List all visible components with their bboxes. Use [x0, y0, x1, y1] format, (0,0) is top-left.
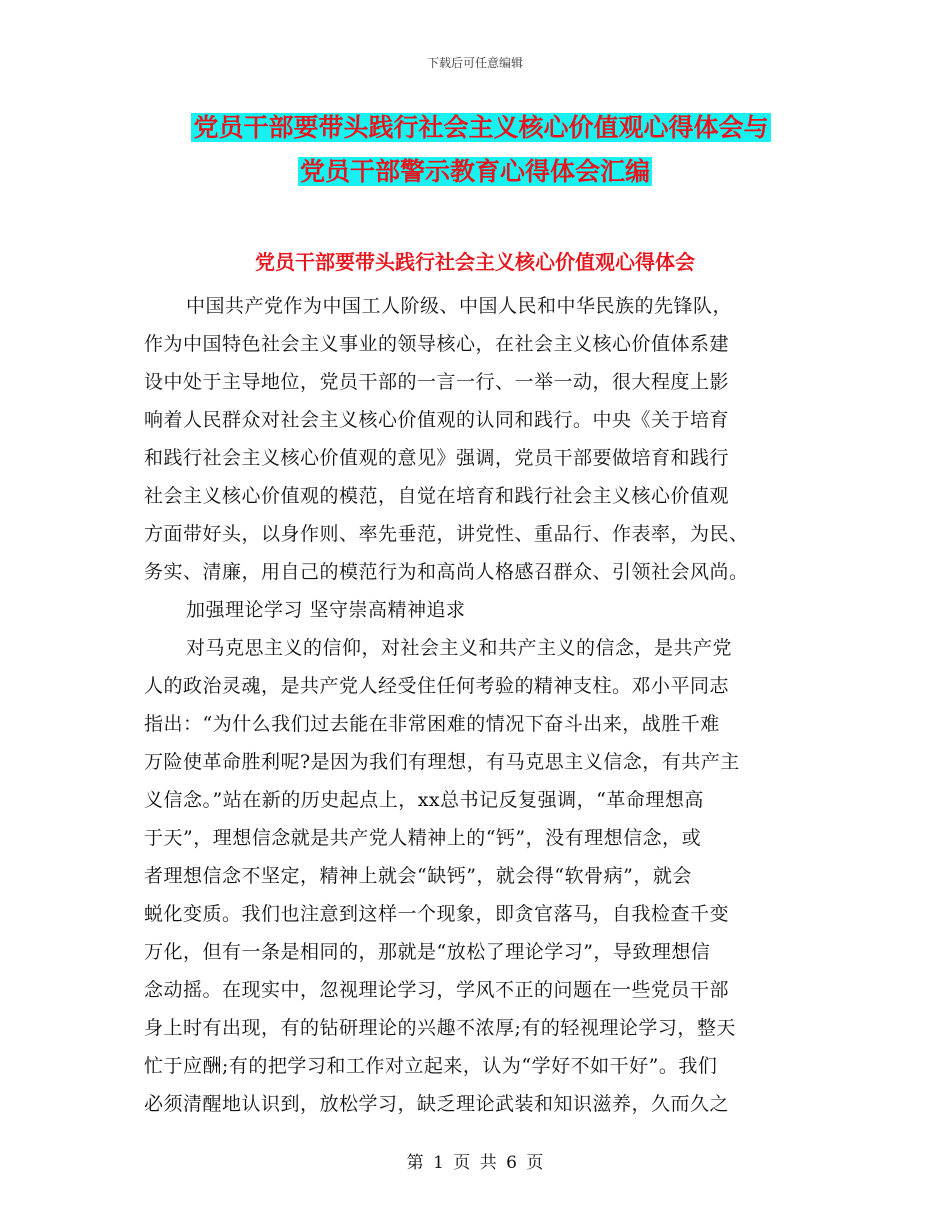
body-line: 指出：“为什么我们过去能在非常困难的情况下奋斗出来，战胜千难 — [144, 713, 720, 735]
body-line: 忙于应酬;有的把学习和工作对立起来，认为“学好不如干好”。我们 — [144, 1055, 718, 1077]
body-line: 作为中国特色社会主义事业的领导核心，在社会主义核心价值体系建 — [144, 333, 730, 355]
main-title-text-1: 党员干部要带头践行社会主义核心价值观心得体会与 — [193, 113, 769, 142]
body-line: 必须清醒地认识到，放松学习，缺乏理论武装和知识滋养，久而久之 — [144, 1093, 730, 1115]
body-line: 念动摇。在现实中，忽视理论学习，学风不正的问题在一些党员干部 — [144, 979, 730, 1001]
body-line: 方面带好头，以身作则、率先垂范，讲党性、重品行、作表率，为民、 — [144, 523, 749, 545]
main-title-line-2 — [0, 157, 950, 187]
main-title-line-1 — [0, 113, 950, 143]
body-line: 人的政治灵魂，是共产党人经受住任何考验的精神支柱。邓小平同志 — [144, 675, 730, 697]
body-line: 和践行社会主义核心价值观的意见》强调，党员干部要做培育和践行 — [144, 447, 730, 469]
body-line: 社会主义核心价值观的模范，自觉在培育和践行社会主义核心价值观 — [144, 485, 730, 507]
body-line: 中国共产党作为中国工人阶级、中国人民和中华民族的先锋队， — [186, 295, 733, 317]
header-note: 下载后可任意编辑 — [426, 56, 523, 70]
body-line: 对马克思主义的信仰，对社会主义和共产主义的信念，是共产党 — [186, 637, 733, 659]
body-line: 设中处于主导地位，党员干部的一言一行、一举一动，很大程度上影 — [144, 371, 730, 393]
page-number: 第 1 页 共 6 页 — [406, 1153, 544, 1173]
body-line: 万化，但有一条是相同的，那就是“放松了理论学习”，导致理想信 — [144, 941, 711, 963]
body-line: 响着人民群众对社会主义核心价值观的认同和践行。中央《关于培育 — [144, 409, 730, 431]
body-line: 者理想信念不坚定，精神上就会“缺钙”，就会得“软骨病”，就会 — [144, 865, 692, 887]
body-line: 义信念。”站在新的历史起点上，xx总书记反复强调，“革命理想高 — [144, 789, 704, 811]
body-line: 身上时有出现，有的钻研理论的兴趣不浓厚;有的轻视理论学习，整天 — [144, 1017, 736, 1039]
body-line: 蜕化变质。我们也注意到这样一个现象，即贪官落马，自我检查千变 — [144, 903, 730, 925]
body-line: 务实、清廉，用自己的模范行为和高尚人格感召群众、引领社会风尚。 — [144, 561, 749, 583]
body-line: 万险使革命胜利呢?是因为我们有理想，有马克思主义信念，有共产主 — [144, 751, 740, 773]
body-line: 于天”，理想信念就是共产党人精神上的“钙”，没有理想信念，或 — [144, 827, 702, 849]
section-title: 党员干部要带头践行社会主义核心价值观心得体会 — [255, 250, 695, 274]
section-heading: 加强理论学习 坚守崇高精神追求 — [186, 599, 466, 621]
main-title-text-2: 党员干部警示教育心得体会汇编 — [299, 157, 650, 186]
